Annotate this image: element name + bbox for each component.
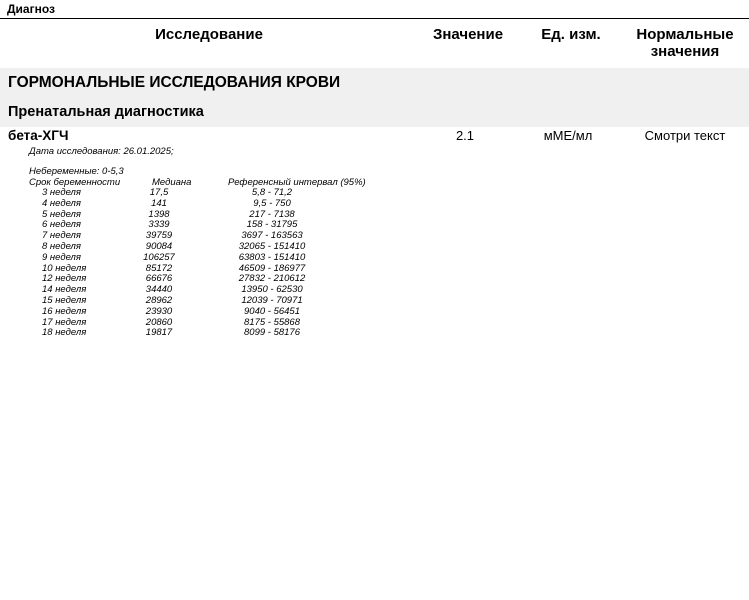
ref-table-row	[0, 219, 749, 230]
ref-header-median: Медиана	[152, 177, 192, 188]
ref-median: 85172	[145, 262, 173, 274]
ref-range: 9,5 - 750	[253, 197, 291, 209]
ref-week: 3 неделя	[42, 187, 81, 198]
ref-median: 20860	[145, 316, 173, 328]
ref-range: 12039 - 70971	[241, 294, 303, 306]
ref-week: 12 неделя	[42, 273, 87, 285]
ref-week: 8 неделя	[42, 240, 81, 252]
ref-table-row	[0, 230, 749, 241]
ref-table-row	[0, 263, 749, 274]
ref-range: 158 - 31795	[246, 219, 298, 231]
non-pregnant-range: Небеременные: 0-5,3	[29, 166, 124, 177]
ref-table-row	[0, 209, 749, 220]
ref-week: 14 неделя	[42, 284, 87, 296]
diagnosis-label: Диагноз	[7, 2, 55, 16]
test-norm: Смотри текст	[644, 128, 726, 143]
ref-week: 16 неделя	[42, 305, 87, 317]
ref-median: 3339	[148, 219, 170, 231]
column-header-unit: Ед. изм.	[541, 26, 601, 43]
test-name: бета-ХГЧ	[8, 128, 69, 143]
ref-median: 1398	[148, 208, 170, 220]
ref-week: 18 неделя	[42, 327, 87, 339]
section-title-prenatal: Пренатальная диагностика	[8, 104, 204, 120]
test-row-bhcg	[0, 127, 749, 145]
ref-range: 3697 - 163563	[241, 230, 303, 242]
ref-range: 5,8 - 71,2	[251, 187, 293, 198]
ref-table-row	[0, 252, 749, 263]
ref-median: 23930	[145, 305, 173, 317]
column-header-norm: Нормальные значения	[636, 26, 734, 60]
ref-table-row	[0, 273, 749, 284]
ref-week: 7 неделя	[42, 230, 81, 242]
ref-range: 46509 - 186977	[238, 262, 306, 274]
ref-table-row	[0, 198, 749, 209]
ref-week: 10 неделя	[42, 262, 87, 274]
ref-table-row	[0, 306, 749, 317]
ref-table-row	[0, 187, 749, 198]
study-date: Дата исследования: 26.01.2025;	[29, 146, 174, 157]
ref-week: 9 неделя	[42, 251, 81, 263]
ref-range: 63803 - 151410	[238, 251, 306, 263]
ref-median: 106257	[143, 251, 175, 263]
section-title-hormonal: ГОРМОНАЛЬНЫЕ ИССЛЕДОВАНИЯ КРОВИ	[8, 74, 341, 91]
ref-header-term: Срок беременности	[29, 177, 121, 188]
ref-range: 8099 - 58176	[244, 327, 300, 339]
ref-median: 28962	[145, 294, 173, 306]
ref-median: 34440	[145, 284, 173, 296]
ref-median: 141	[151, 197, 167, 209]
reference-table	[0, 187, 749, 338]
ref-range: 9040 - 56451	[244, 305, 300, 317]
ref-median: 39759	[145, 230, 173, 242]
test-unit: мМЕ/мл	[543, 128, 593, 143]
header-divider	[0, 18, 749, 19]
ref-median: 17,5	[149, 187, 169, 198]
ref-table-row	[0, 241, 749, 252]
ref-week: 17 неделя	[42, 316, 87, 328]
ref-week: 5 неделя	[42, 208, 81, 220]
ref-table-row	[0, 317, 749, 328]
ref-week: 4 неделя	[42, 197, 81, 209]
ref-header-range: Референсный интервал (95%)	[228, 177, 366, 188]
ref-range: 32065 - 151410	[238, 240, 306, 252]
column-header-value: Значение	[432, 26, 504, 43]
test-value: 2.1	[455, 128, 475, 143]
ref-median: 90084	[145, 240, 173, 252]
ref-range: 27832 - 210612	[238, 273, 306, 285]
column-header-study: Исследование	[155, 26, 263, 43]
ref-range: 13950 - 62530	[241, 284, 303, 296]
ref-table-row	[0, 284, 749, 295]
ref-median: 66676	[145, 273, 173, 285]
ref-week: 6 неделя	[42, 219, 81, 231]
ref-median: 19817	[145, 327, 173, 339]
ref-table-row	[0, 295, 749, 306]
ref-week: 15 неделя	[42, 294, 87, 306]
ref-range: 8175 - 55868	[244, 316, 300, 328]
ref-range: 217 - 7138	[249, 208, 295, 220]
ref-table-row	[0, 327, 749, 338]
